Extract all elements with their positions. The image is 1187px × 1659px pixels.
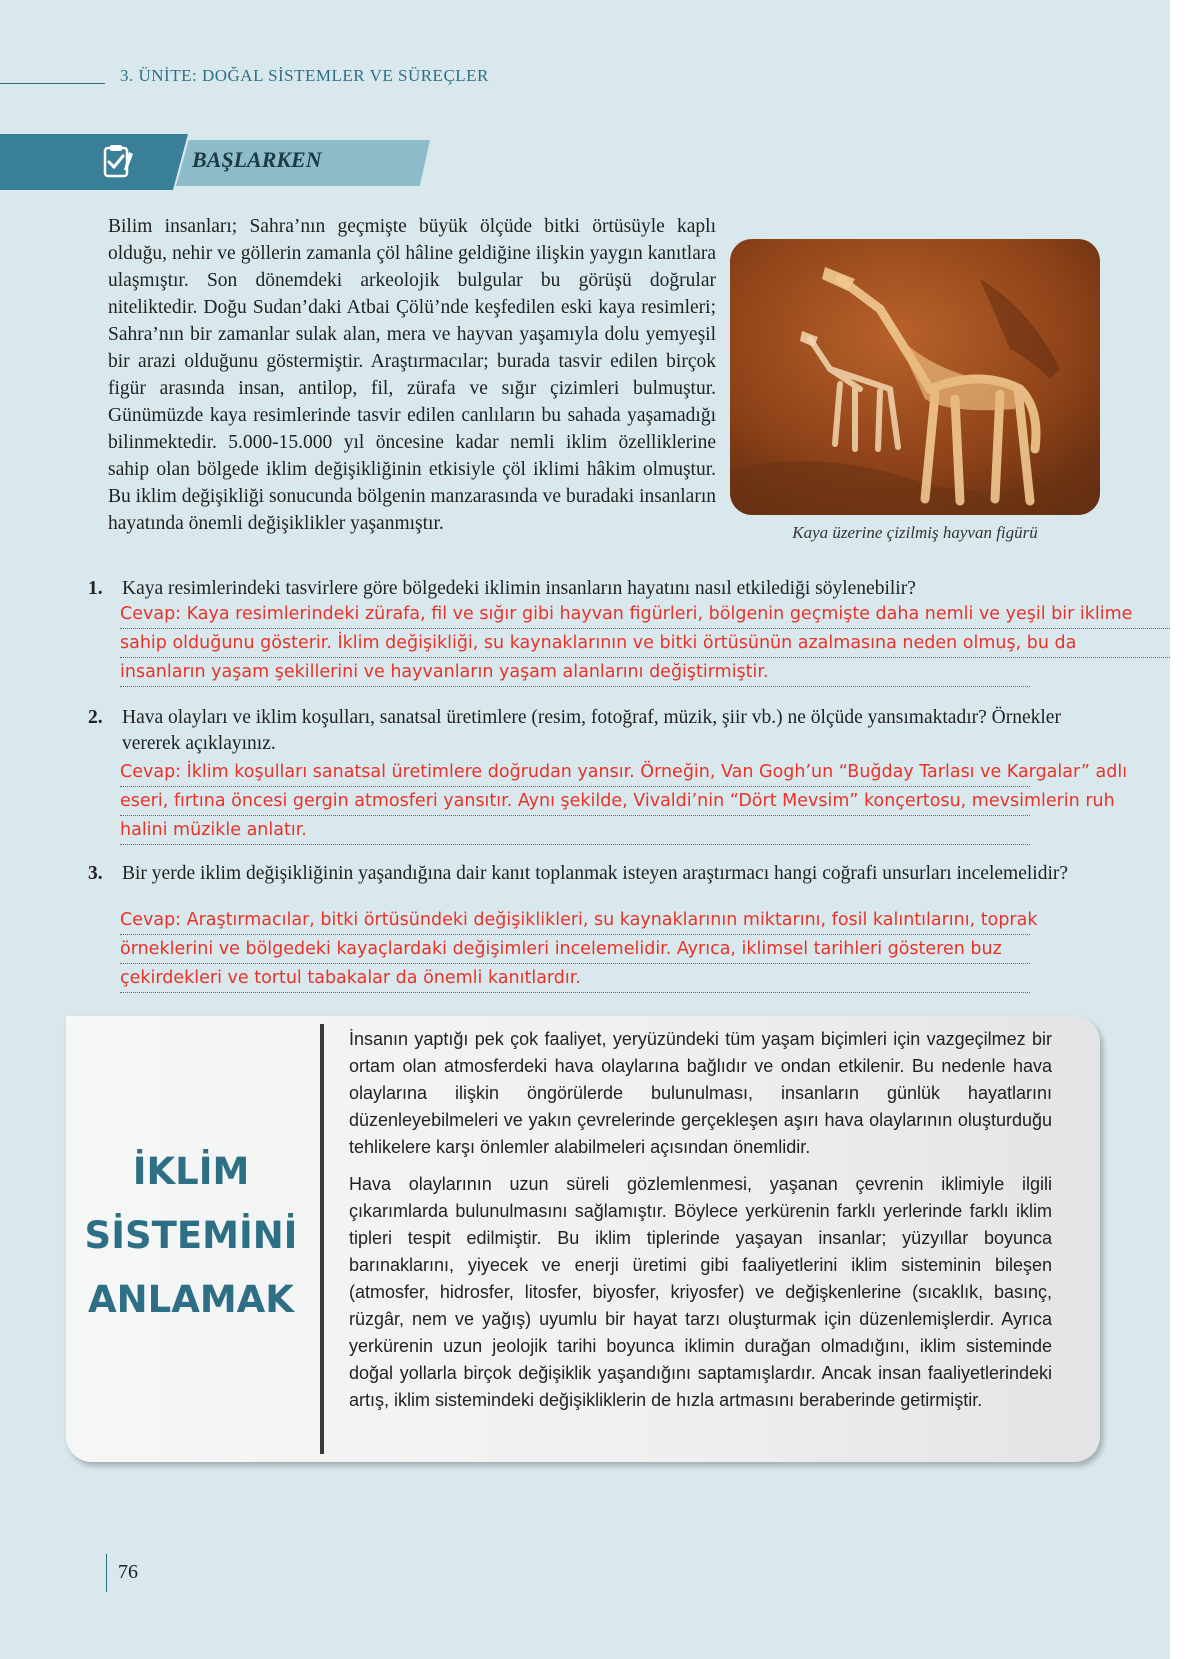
info-box-text bbox=[349, 1026, 1052, 1424]
photo-caption: Kaya üzerine çizilmiş hayvan figürü bbox=[792, 523, 1038, 542]
answer-line: Cevap: Araştırmacılar, bitki örtüsündeki değişiklikleri, su kaynaklarının miktarını, fosil kalıntılarını, toprak bbox=[120, 906, 1030, 935]
answer-line: halini müzikle anlatır. bbox=[120, 816, 1030, 845]
giraffe-rock-art-image bbox=[730, 239, 1100, 515]
question-number: 3. bbox=[88, 863, 103, 884]
answer-line: eseri, fırtına öncesi gergin atmosferi yansıtır. Aynı şekilde, Vivaldi’nin “Dört Mevsim” konçertosu, mevsimlerin ruh bbox=[120, 787, 1030, 816]
question-text: Hava olayları ve iklim koşulları, sanatsal üretimlere (resim, fotoğraf, müzik, şiir vb.) ne ölçüde yansımaktadır? Örnekler vererek açıklayınız. bbox=[122, 707, 1061, 754]
answer-line: Cevap: Kaya resimlerindeki zürafa, fil ve sığır gibi hayvan figürleri, bölgenin geçmişte daha nemli ve yeşil bir iklime bbox=[120, 600, 1170, 629]
question-text: Kaya resimlerindeki tasvirlere göre bölgedeki iklimin insanların hayatını nasıl etkilediği söylenebilir? bbox=[122, 578, 916, 599]
question-number: 1. bbox=[88, 578, 103, 599]
page-number: 76 bbox=[118, 1561, 138, 1583]
answer-line: insanların yaşam şekillerini ve hayvanların yaşam alanlarını değiştirmiştir. bbox=[120, 658, 1030, 687]
answer-line: çekirdekleri ve tortul tabakalar da önemli kanıtlardır. bbox=[120, 964, 1030, 993]
unit-title: 3. ÜNİTE: DOĞAL SİSTEMLER VE SÜREÇLER bbox=[120, 66, 489, 85]
info-paragraph: Hava olaylarının uzun süreli gözlemlenmesi, yaşanan çevrenin iklimiyle ilgili çıkarımlarda bulunulmasını sağlamıştır. Böylece yerkürenin farklı yerlerinde farklı iklim tipleri tespit edilmiştir. Bu iklim tiplerinde yaşayan insanlar; yüzyıllar boyunca barınaklarını, yiyecek ve enerji üretimi gibi faaliyetlerini iklim sisteminin bileşen (atmosfer, hidrosfer, litosfer, biyosfer, kriyosfer) ve değişkenlerine (sıcaklık, basınç, rüzgâr, nem ve yağış) uyumlu bir hayat tarzı oluşturmak için düzenlemişlerdir. Ayrıca yerkürenin uzun jeolojik tarihi boyunca iklimin durağan olmadığını, iklim sisteminde doğal yollarla birçok değişiklik yaşandığını saptamışlardır. Ancak insan faaliyetlerindeki artış, iklim sistemindeki değişikliklerin de hızla artmasını beraberinde getirmiştir. bbox=[349, 1174, 1052, 1410]
answer-1 bbox=[120, 600, 1170, 687]
rock-art-photo bbox=[730, 239, 1100, 515]
info-box-title-line: SİSTEMİNİ bbox=[84, 1214, 298, 1257]
section-banner bbox=[0, 134, 430, 190]
question-number: 2. bbox=[88, 707, 103, 728]
info-paragraph: İnsanın yaptığı pek çok faaliyet, yeryüzündeki tüm yaşam biçimleri için vazgeçilmez bir ortam olan atmosferdeki hava olaylarına bağlıdır ve ondan etkilenir. Bu nedenle hava olaylarına ilişkin öngörülerde bulunulması, insanların günlük hayatlarını düzenleyebilmeleri ve yakın çevrelerinde gerçekleşen aşırı hava olaylarının oluşturduğu tehlikelere karşı önlemler alabilmeleri açısından önemlidir. bbox=[349, 1029, 1052, 1157]
clipboard-check-icon bbox=[98, 142, 138, 182]
section-title: BAŞLARKEN bbox=[192, 147, 322, 172]
intro-paragraph: Bilim insanları; Sahra’nın geçmişte büyük ölçüde bitki örtüsüyle kaplı olduğu, nehir ve göllerin zamanla çöl hâline geldiğine ilişkin yaygın kanıtlara ulaşmıştır. Son dönemdeki arkeolojik bulgular bu görüşü doğrular niteliktedir. Doğu Sudan’daki Atbai Çölü’nde keşfedilen eski kaya resimleri; Sahra’nın bir zamanlar sulak alan, mera ve hayvan yaşamıyla dolu yemyeşil bir arazi olduğunu göstermiştir. Araştırmacılar; burada tasvir edilen birçok figür arasında insan, antilop, fil, zürafa ve sığır çizimleri bulmuştur. Günümüzde kaya resimlerinde tasvir edilen canlıların bu sahada yaşamadığı bilinmektedir. 5.000-15.000 yıl öncesine kadar nemli iklim özelliklerine sahip olan bölgede iklim değişikliğinin etkisiyle çöl iklimi hâkim olmuştur. Bu iklim değişikliği sonucunda bölgenin manzarasında ve buradaki insanların hayatında önemli değişiklikler yaşanmıştır. bbox=[108, 216, 716, 534]
banner-dark-segment bbox=[0, 134, 188, 190]
header-rule bbox=[0, 83, 105, 84]
answer-line: Cevap: İklim koşulları sanatsal üretimlere doğrudan yansır. Örneğin, Van Gogh’un “Buğday Tarlası ve Kargalar” adlı bbox=[120, 758, 1030, 787]
answer-2 bbox=[120, 758, 1170, 845]
info-box-title-line: ANLAMAK bbox=[88, 1278, 294, 1321]
answer-line: örneklerini ve bölgedeki kayaçlardaki değişimleri incelemelidir. Ayrıca, iklimsel tarihleri gösteren buz bbox=[120, 935, 1030, 964]
page-number-rule bbox=[106, 1554, 107, 1592]
question-text: Bir yerde iklim değişikliğinin yaşandığına dair kanıt toplanmak isteyen araştırmacı hangi coğrafi unsurları incelemelidir? bbox=[122, 863, 1069, 884]
info-box-title bbox=[66, 1140, 316, 1332]
info-box-title-line: İKLİM bbox=[132, 1150, 250, 1193]
answer-line: sahip olduğunu gösterir. İklim değişikliği, su kaynaklarının ve bitki örtüsünün azalmasına neden olmuş, bu da bbox=[120, 629, 1170, 658]
answer-3 bbox=[120, 906, 1170, 993]
info-box-divider bbox=[320, 1024, 324, 1454]
